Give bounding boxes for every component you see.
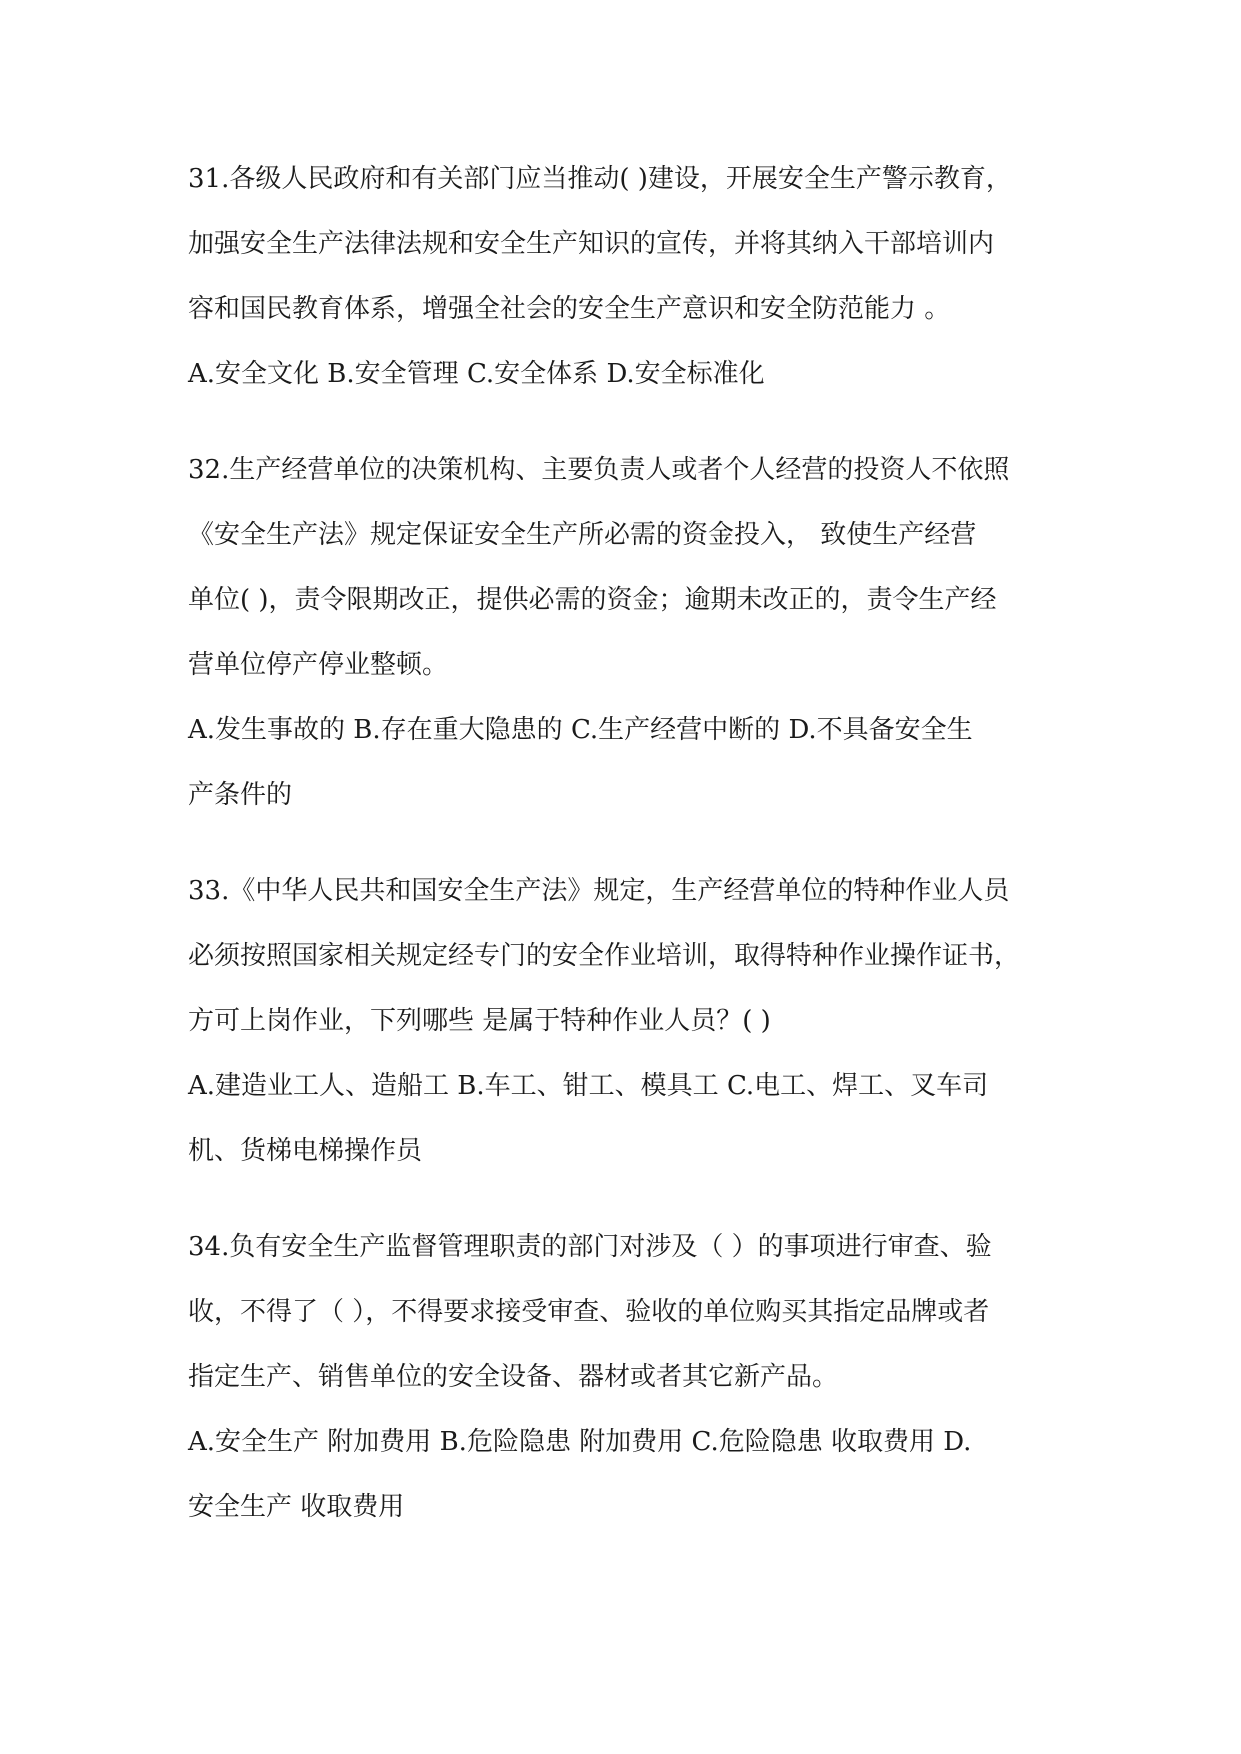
answer-options-line: A.建造业工人、造船工 B.车工、钳工、模具工 C.电工、焊工、叉车司 — [188, 1071, 989, 1101]
question-31 — [188, 147, 1068, 407]
question-34 — [188, 1215, 1068, 1540]
answer-options-line: A.发生事故的 B.存在重大隐患的 C.生产经营中断的 D.不具备安全生 — [188, 715, 973, 745]
question-text-line: 指定生产、销售单位的安全设备、器材或者其它新产品。 — [188, 1362, 839, 1392]
question-text-line: 收，不得了（ ），不得要求接受审查、验收的单位购买其指定品牌或者 — [188, 1297, 990, 1327]
answer-options-line: 安全生产 收取费用 — [188, 1492, 405, 1522]
question-text-line: 容和国民教育体系，增强全社会的安全生产意识和安全防范能力 。 — [188, 294, 951, 324]
question-text-line: 《安全生产法》规定保证安全生产所必需的资金投入， 致使生产经营 — [188, 520, 977, 550]
answer-options-line: 产条件的 — [188, 780, 293, 810]
answer-options-line: A.安全生产 附加费用 B.危险隐患 附加费用 C.危险隐患 收取费用 D. — [188, 1427, 972, 1457]
question-32 — [188, 438, 1068, 828]
question-text-line: 33.《中华人民共和国安全生产法》规定，生产经营单位的特种作业人员 — [188, 876, 1010, 906]
question-text-line: 单位( )，责令限期改正，提供必需的资金；逾期未改正的，责令生产经 — [188, 585, 997, 615]
question-text-line: 必须按照国家相关规定经专门的安全作业培训，取得特种作业操作证书， — [188, 941, 1021, 971]
question-list — [188, 147, 1068, 1540]
answer-options-line: 机、货梯电梯操作员 — [188, 1136, 423, 1166]
question-text-line: 加强安全生产法律法规和安全生产知识的宣传，并将其纳入干部培训内 — [188, 229, 995, 259]
question-text-line: 方可上岗作业，下列哪些 是属于特种作业人员？( ) — [188, 1006, 771, 1036]
answer-options-line: A.安全文化 B.安全管理 C.安全体系 D.安全标准化 — [188, 359, 765, 389]
question-33 — [188, 859, 1068, 1184]
question-text-line: 32.生产经营单位的决策机构、主要负责人或者个人经营的投资人不依照 — [188, 455, 1010, 485]
question-text-line: 31.各级人民政府和有关部门应当推动( )建设，开展安全生产警示教育， — [188, 164, 1012, 194]
question-text-line: 营单位停产停业整顿。 — [188, 650, 449, 680]
question-text-line: 34.负有安全生产监督管理职责的部门对涉及（ ）的事项进行审查、验 — [188, 1232, 992, 1262]
